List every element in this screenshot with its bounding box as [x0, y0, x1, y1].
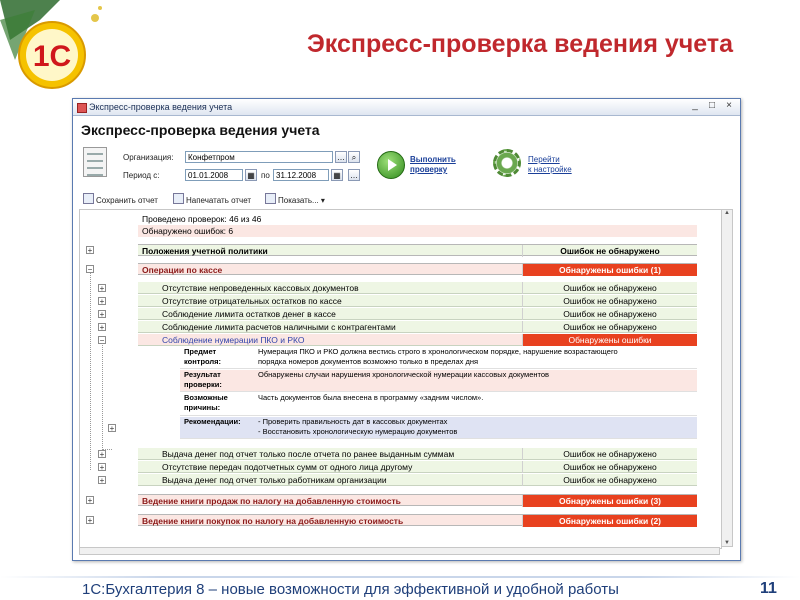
checks-count: Проведено проверок: 46 из 46 — [142, 214, 262, 224]
section-policy[interactable]: Положения учетной политики Ошибок не обнаружено — [138, 244, 697, 256]
settings-gear-icon[interactable] — [493, 149, 521, 177]
form-title: Экспресс-проверка ведения учета — [81, 122, 320, 138]
org-search-icon[interactable]: ⌕ — [348, 151, 360, 163]
show-menu-button[interactable]: Показать... ▾ — [265, 193, 325, 207]
expand-sub-icon[interactable]: + — [99, 476, 105, 485]
sub-check-row[interactable]: Соблюдение лимита остатков денег в кассе Ошибок не обнаружено — [138, 308, 697, 320]
period-label: Период с: — [123, 171, 160, 180]
app-icon — [77, 103, 87, 113]
period-to-input[interactable]: 31.12.2008 — [273, 169, 329, 181]
footer-text: 1С:Бухгалтерия 8 – новые возможности для эффективной и удобной работы — [82, 581, 619, 598]
period-from-calendar-icon[interactable]: ▦ — [245, 169, 257, 181]
document-icon — [83, 147, 107, 177]
app-window — [72, 98, 741, 561]
detail-causes: Возможные причины: Часть документов была внесена в программу «задним числом». — [180, 393, 697, 416]
horizontal-scrollbar[interactable] — [79, 547, 720, 555]
sub-check-row[interactable]: Отсутствие отрицательных остатков по кассе Ошибок не обнаружено — [138, 295, 697, 307]
run-check-button[interactable]: Выполнить проверку — [410, 155, 456, 174]
section-cash[interactable]: Операции по кассе Обнаружены ошибки (1) — [138, 263, 697, 275]
period-to-label: по — [261, 171, 270, 180]
1c-logo-decoration — [0, 0, 120, 100]
tree-line — [102, 338, 103, 450]
section-purchase-book[interactable]: Ведение книги покупок по налогу на добавленную стоимость Обнаружены ошибки (2) — [138, 514, 697, 526]
expand-recommendations-icon[interactable]: + — [109, 424, 115, 433]
org-select-button[interactable]: … — [337, 153, 345, 162]
report-toolbar — [77, 191, 732, 207]
sub-check-row[interactable]: Соблюдение лимита расчетов наличными с контрагентами Ошибок не обнаружено — [138, 321, 697, 333]
errors-count: Обнаружено ошибок: 6 — [138, 225, 697, 237]
print-icon — [173, 193, 184, 204]
expand-sub-icon[interactable]: + — [99, 297, 105, 306]
expand-sub-icon[interactable]: + — [99, 284, 105, 293]
vertical-scrollbar[interactable] — [721, 209, 733, 547]
sub-check-row[interactable]: Выдача денег под отчет только работникам организации Ошибок не обнаружено — [138, 474, 697, 486]
expand-policy-icon[interactable]: + — [87, 246, 93, 255]
collapse-cash-icon[interactable]: − — [87, 265, 93, 274]
expand-purchases-icon[interactable]: + — [87, 516, 93, 525]
sub-check-row-error[interactable]: Соблюдение нумерации ПКО и РКО Обнаружены ошибки — [138, 334, 697, 346]
expand-sub-icon[interactable]: + — [99, 323, 105, 332]
minimize-icon[interactable]: _ — [692, 100, 698, 111]
print-report-button[interactable]: Напечатать отчет — [173, 193, 251, 207]
window-title: Экспресс-проверка ведения учета — [89, 102, 233, 112]
close-icon[interactable]: × — [726, 100, 732, 111]
detail-subject: Предмет контроля: Нумерация ПКО и РКО должна вестись строго в хронологическом порядке, нарушение возрастающего порядка номеров документов возможно только в пределах дня — [180, 347, 697, 369]
expand-sales-icon[interactable]: + — [87, 496, 93, 505]
footer-divider — [0, 576, 800, 578]
window-titlebar[interactable] — [73, 99, 740, 116]
save-report-button[interactable]: Сохранить отчет — [83, 193, 158, 207]
tree-line — [90, 268, 91, 470]
page-number: 11 — [760, 580, 777, 597]
svg-text:1С: 1С — [32, 40, 72, 73]
section-sales-book[interactable]: Ведение книги продаж по налогу на добавленную стоимость Обнаружены ошибки (3) — [138, 494, 697, 506]
expand-sub-icon[interactable]: + — [99, 450, 105, 459]
expand-sub-icon[interactable]: + — [99, 463, 105, 472]
sub-check-row[interactable]: Отсутствие непроведенных кассовых документов Ошибок не обнаружено — [138, 282, 697, 294]
expand-sub-icon[interactable]: + — [99, 310, 105, 319]
settings-link[interactable]: Перейти к настройке — [528, 155, 572, 174]
run-check-icon[interactable] — [377, 151, 405, 179]
slide-title: Экспресс-проверка ведения учета — [306, 30, 734, 58]
show-icon — [265, 193, 276, 204]
detail-result: Результат проверки: Обнаружены случаи нарушения хронологической нумерации кассовых документов — [180, 370, 697, 392]
period-select-button[interactable]: … — [350, 171, 358, 180]
detail-recommendations: Рекомендации: - Проверить правильность дат в кассовых документах - Восстановить хронологическую нумерацию документов — [180, 417, 697, 439]
collapse-sub-icon[interactable]: − — [99, 336, 105, 345]
report-area — [79, 209, 722, 549]
save-icon — [83, 193, 94, 204]
period-from-input[interactable]: 01.01.2008 — [185, 169, 243, 181]
sub-check-row[interactable]: Выдача денег под отчет только после отчета по ранее выданным суммам Ошибок не обнаружено — [138, 448, 697, 460]
sub-check-row[interactable]: Отсутствие передач подотчетных сумм от одного лица другому Ошибок не обнаружено — [138, 461, 697, 473]
maximize-icon[interactable]: □ — [708, 100, 716, 111]
organization-input[interactable]: Конфетпром — [185, 151, 333, 163]
period-to-calendar-icon[interactable]: ▦ — [331, 169, 343, 181]
organization-label: Организация: — [123, 153, 174, 162]
